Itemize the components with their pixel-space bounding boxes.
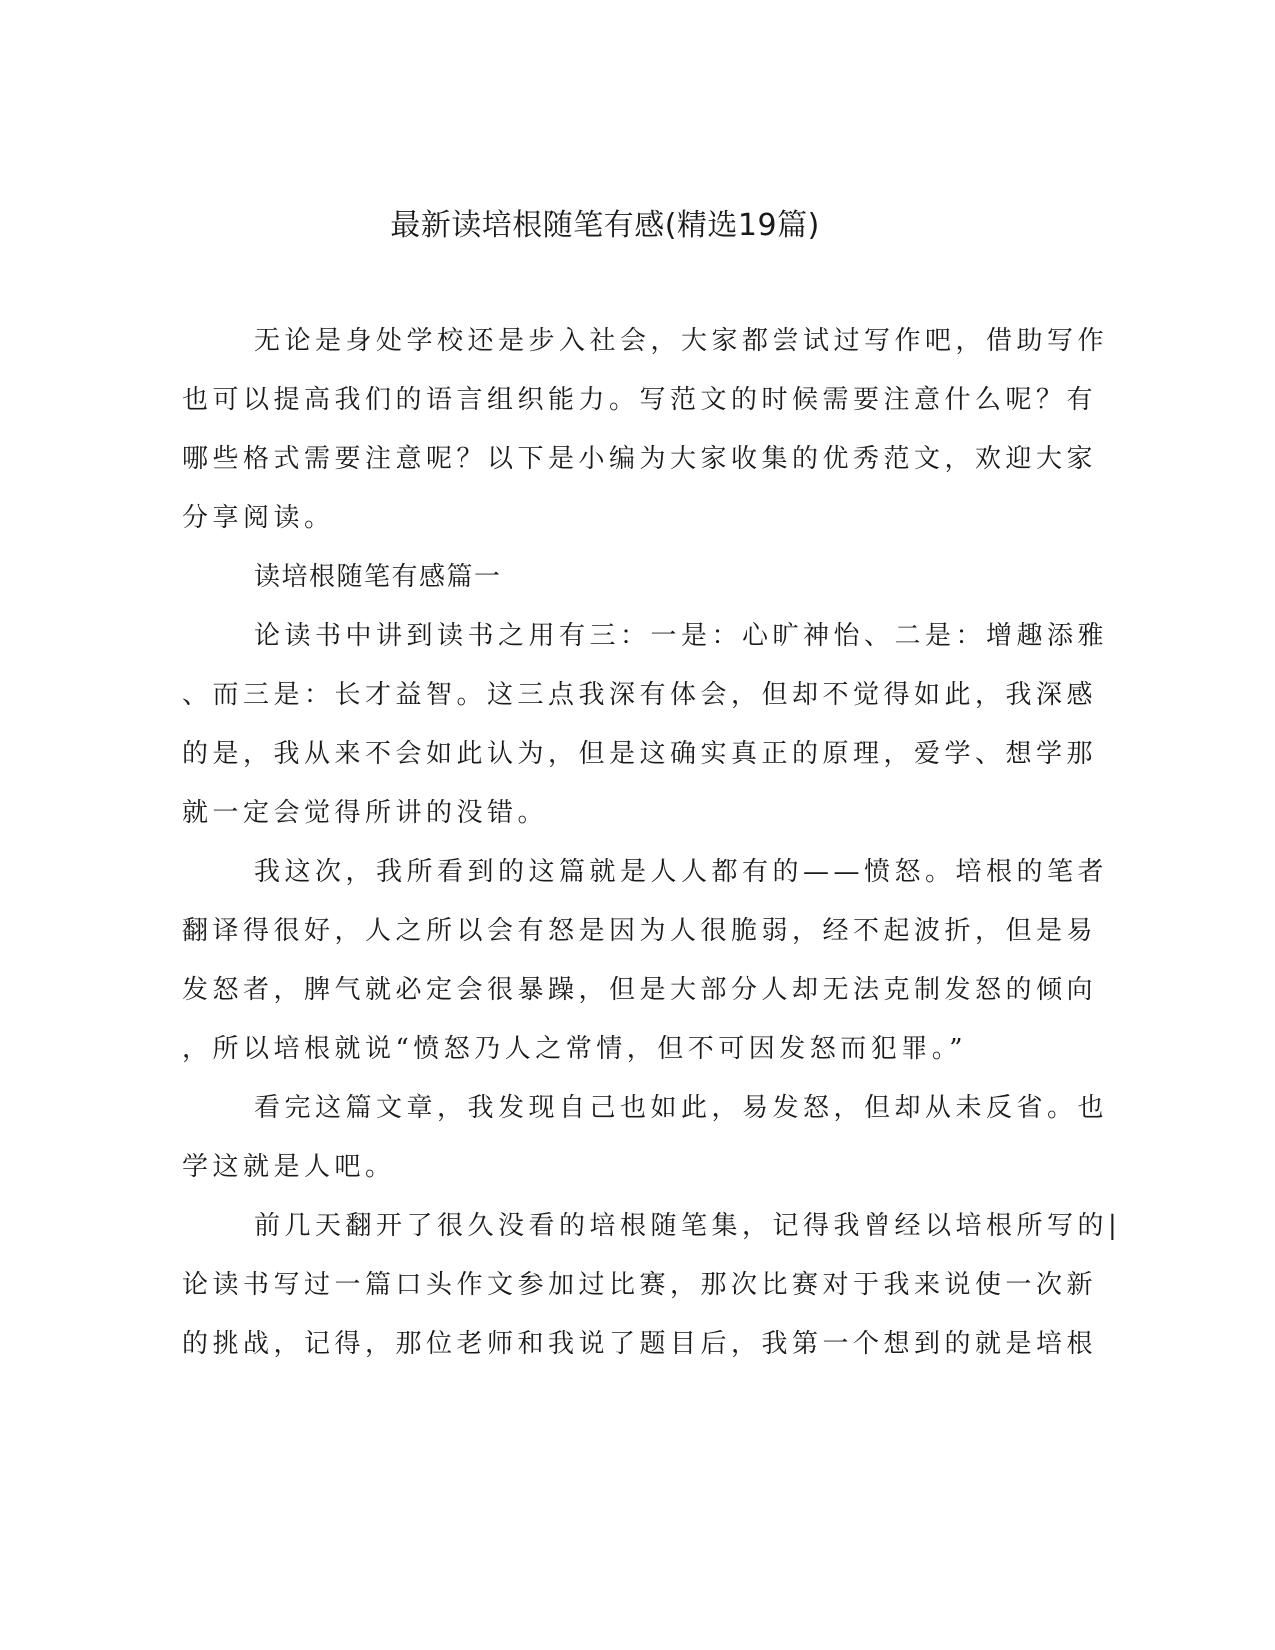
paragraph-line: 也可以提高我们的语言组织能力。写范文的时候需要注意什么呢？有	[182, 385, 1098, 415]
paragraph-line: 分享阅读。	[182, 503, 335, 533]
paragraph-line: 的是，我从来不会如此认为，但是这确实真正的原理，爱学、想学那	[182, 739, 1098, 769]
paragraph-line: 就一定会觉得所讲的没错。	[182, 798, 549, 828]
paragraph-line: 哪些格式需要注意呢？以下是小编为大家收集的优秀范文，欢迎大家	[182, 444, 1098, 474]
document-title: 最新读培根随笔有感(精选19篇)	[390, 208, 820, 243]
paragraph-line: 翻译得很好，人之所以会有怒是因为人很脆弱，经不起波折，但是易	[182, 916, 1098, 946]
paragraph-line: 学这就是人吧。	[182, 1152, 396, 1182]
paragraph-line: 、而三是：长才益智。这三点我深有体会，但却不觉得如此，我深感	[182, 680, 1098, 710]
paragraph-line: ，所以培根就说“愤怒乃人之常情，但不可因发怒而犯罪。”	[182, 1034, 968, 1064]
paragraph-line: 我这次，我所看到的这篇就是人人都有的——愤怒。培根的笔者	[254, 857, 1109, 887]
paragraph-line: 前几天翻开了很久没看的培根随笔集，记得我曾经以培根所写的|	[254, 1211, 1122, 1241]
paragraph-line: 看完这篇文章，我发现自己也如此，易发怒，但却从未反省。也	[254, 1093, 1109, 1123]
paragraph-line: 论读书中讲到读书之用有三：一是：心旷神怡、二是：增趣添雅	[254, 621, 1109, 651]
section-heading: 读培根随笔有感篇一	[254, 562, 502, 592]
paragraph-line: 论读书写过一篇口头作文参加过比赛，那次比赛对于我来说使一次新	[182, 1270, 1098, 1300]
document-body	[182, 312, 1122, 1374]
paragraph-line: 无论是身处学校还是步入社会，大家都尝试过写作吧，借助写作	[254, 326, 1109, 356]
paragraph-line: 的挑战，记得，那位老师和我说了题目后，我第一个想到的就是培根	[182, 1329, 1098, 1359]
paragraph-line: 发怒者，脾气就必定会很暴躁，但是大部分人却无法克制发怒的倾向	[182, 975, 1098, 1005]
